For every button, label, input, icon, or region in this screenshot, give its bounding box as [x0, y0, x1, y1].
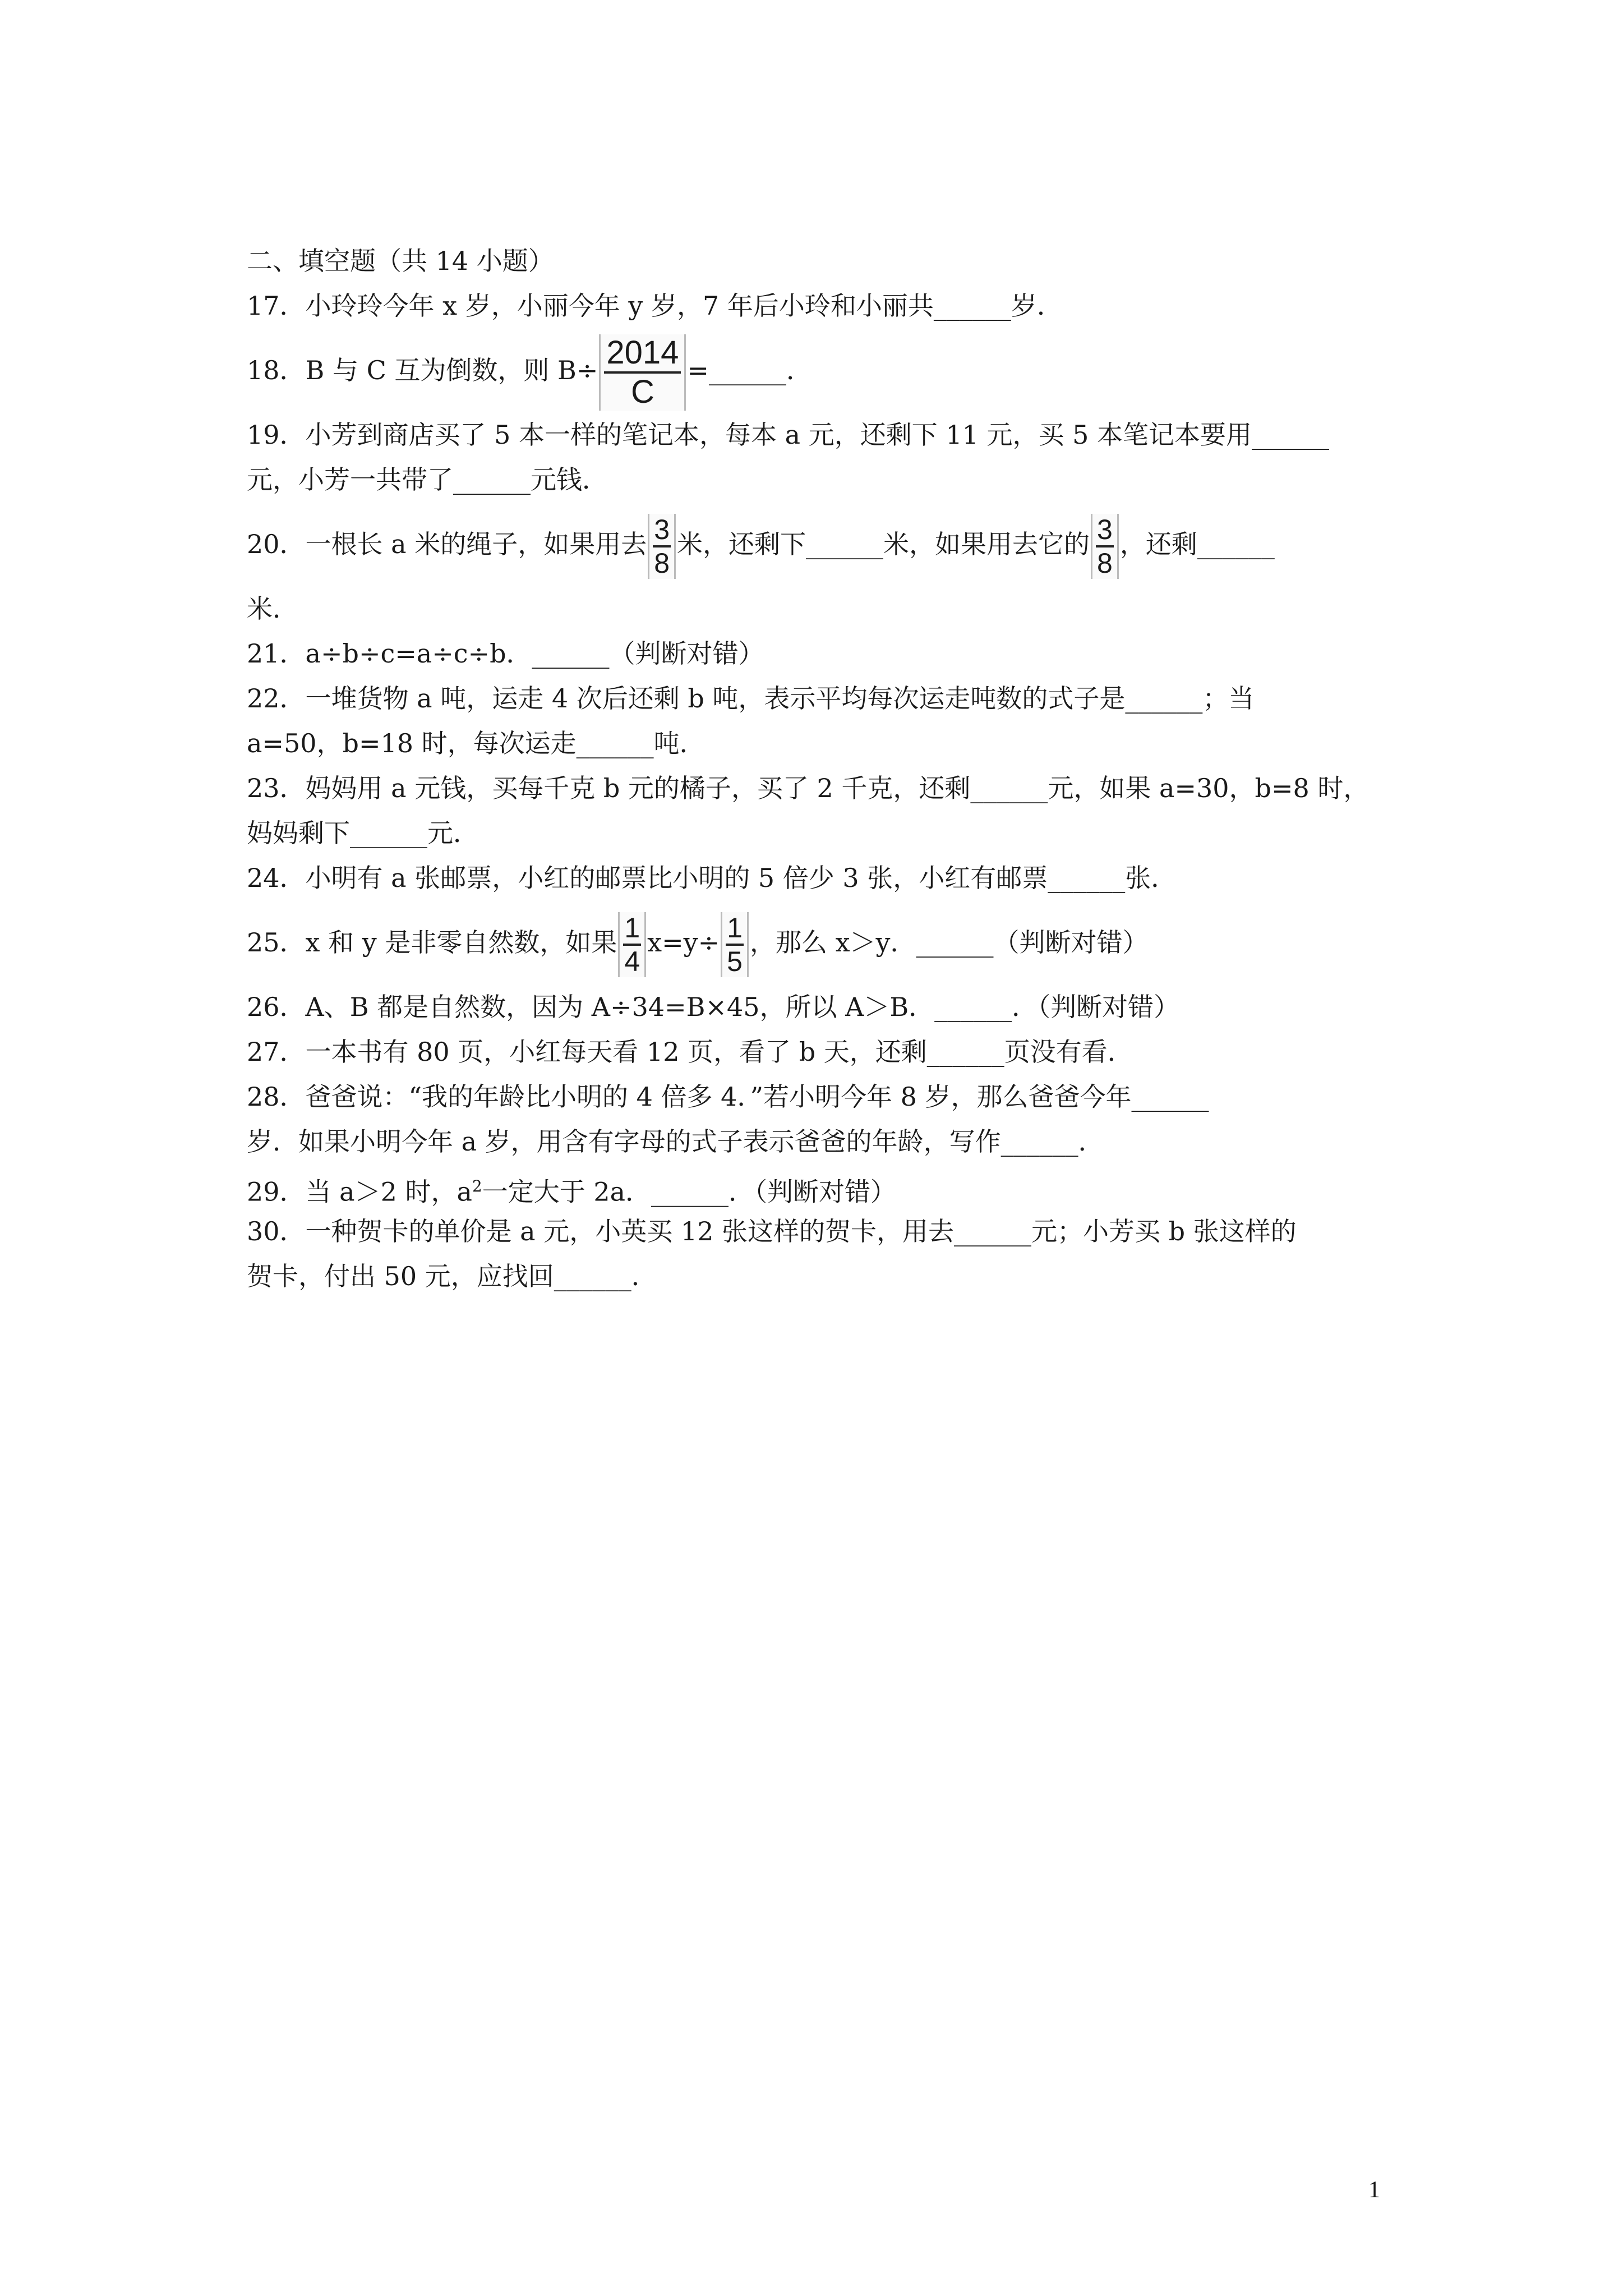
q20-fraction-1-numerator: 3	[653, 514, 671, 547]
question-30-line-1: 30．一种贺卡的单价是 a 元，小英买 12 张这样的贺卡，用去______元；小芳买 b 张这样的	[247, 1216, 1297, 1246]
q25-fraction-1-denominator: 4	[624, 946, 640, 977]
question-17: 17．小玲玲今年 x 岁，小丽今年 y 岁，7 年后小玲和小丽共______岁．	[247, 291, 1063, 321]
q25-fraction-1	[618, 912, 646, 977]
q18-text-after: =______．	[687, 355, 812, 385]
question-22-line-2: a=50，b=18 时，每次运走______吨．	[247, 728, 706, 758]
q20-text-part-1: 20．一根长 a 米的绳子，如果用去	[247, 529, 647, 559]
question-26: 26．A、B 都是自然数，因为 A÷34=B×45，所以 A＞B．______．（判断对错）	[247, 992, 1180, 1022]
q20-fraction-1	[648, 514, 676, 579]
question-21: 21．a÷b÷c=a÷c÷b．______（判断对错）	[247, 638, 764, 669]
q20-text-part-3: ，还剩______	[1119, 529, 1275, 559]
question-18	[247, 328, 1396, 412]
q18-text-before: 18．B 与 C 互为倒数，则 B÷	[247, 355, 598, 385]
question-28-line-1: 28．爸爸说：“我的年龄比小明的 4 倍多 4．”若小明今年 8 岁，那么爸爸今年______	[247, 1082, 1209, 1112]
q29-text-before: 29．当 a＞2 时，a	[247, 1176, 472, 1207]
q25-fraction-2	[721, 912, 749, 977]
q29-superscript: 2	[472, 1177, 482, 1195]
q20-fraction-2-numerator: 3	[1096, 514, 1114, 547]
q20-fraction-2	[1091, 514, 1119, 579]
q18-fraction	[599, 334, 686, 411]
question-23-line-2: 妈妈剩下______元．	[247, 818, 479, 848]
question-20-line-2: 米．	[247, 593, 298, 624]
q20-fraction-1-denominator: 8	[654, 547, 670, 579]
page-number: 1	[1368, 2177, 1380, 2203]
q25-fraction-2-denominator: 5	[727, 946, 743, 977]
q25-text-middle: x=y÷	[647, 927, 720, 958]
question-19-line-1: 19．小芳到商店买了 5 本一样的笔记本，每本 a 元，还剩下 11 元，买 5 本笔记本要用______	[247, 420, 1330, 450]
q25-text-before: 25．x 和 y 是非零自然数，如果	[247, 927, 617, 958]
q18-fraction-numerator: 2014	[604, 334, 681, 374]
section-title: 二、填空题（共 14 小题）	[247, 246, 554, 276]
q20-fraction-2-denominator: 8	[1097, 547, 1113, 579]
question-19-line-2: 元，小芳一共带了______元钱．	[247, 464, 608, 495]
q20-text-part-2: 米，还剩下______米，如果用去它的	[677, 529, 1090, 559]
question-23-line-1: 23．妈妈用 a 元钱，买每千克 b 元的橘子，买了 2 千克，还剩______元，如果 a=30，b=8 时，	[247, 773, 1370, 803]
q25-text-after: ，那么 x＞y．______（判断对错）	[749, 927, 1149, 958]
question-24: 24．小明有 a 张邮票，小红的邮票比小明的 5 倍少 3 张，小红有邮票______张．	[247, 863, 1177, 893]
question-28-line-2: 岁．如果小明今年 a 岁，用含有字母的式子表示爸爸的年龄，写作______．	[247, 1126, 1104, 1157]
q25-fraction-1-numerator: 1	[623, 912, 641, 946]
question-20-line-1	[247, 502, 1396, 586]
question-22-line-1: 22．一堆货物 a 吨，运走 4 次后还剩 b 吨，表示平均每次运走吨数的式子是______；当	[247, 683, 1255, 714]
question-section	[247, 238, 1396, 1299]
question-27: 27．一本书有 80 页，小红每天看 12 页，看了 b 天，还剩______页没有看．	[247, 1037, 1133, 1067]
q25-fraction-2-numerator: 1	[726, 912, 744, 946]
question-29	[247, 1164, 1396, 1209]
q29-text-after: 一定大于 2a．______．（判断对错）	[482, 1176, 897, 1207]
question-30-line-2: 贺卡，付出 50 元，应找回______．	[247, 1261, 657, 1291]
q18-fraction-denominator: C	[630, 374, 654, 410]
question-25	[247, 900, 1396, 984]
